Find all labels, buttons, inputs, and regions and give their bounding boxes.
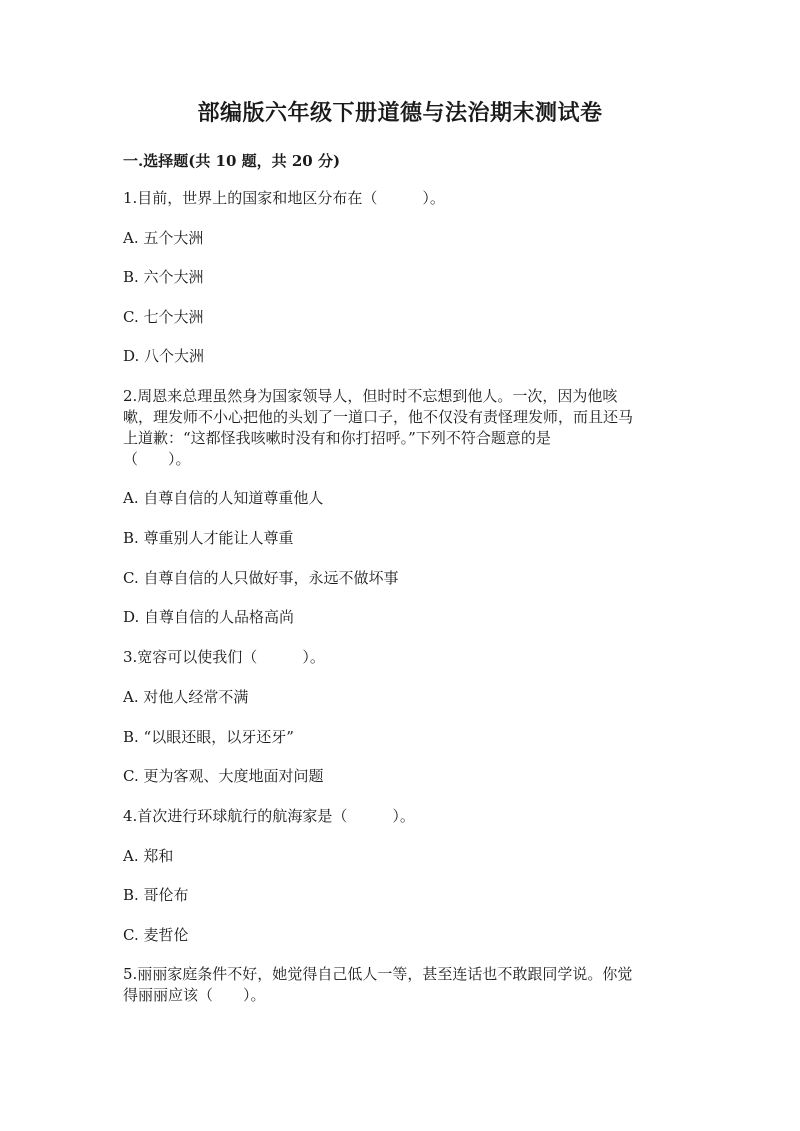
question-2-stem-line: 2.周恩来总理虽然身为国家领导人，但时时不忘想到他人。一次，因为他咳 [123, 387, 618, 405]
question-2-option-c: C. 自尊自信的人只做好事，永远不做坏事 [123, 569, 399, 587]
question-4-option-a: A. 郑和 [123, 847, 174, 865]
question-4-option-b: B. 哥伦布 [123, 886, 189, 904]
question-1-option-a: A. 五个大洲 [123, 229, 204, 247]
question-2-stem [123, 386, 683, 470]
question-3-stem: 3.宽容可以使我们（ ）。 [123, 648, 325, 666]
question-5-stem-line: 得丽丽应该（ ）。 [123, 986, 266, 1004]
question-4-stem: 4.首次进行环球航行的航海家是（ ）。 [123, 807, 415, 825]
question-1-option-d: D. 八个大洲 [123, 347, 205, 365]
question-3-option-a: A. 对他人经常不满 [123, 688, 249, 706]
question-3-option-b: B. “以眼还眼，以牙还牙” [123, 728, 294, 746]
question-2-option-b: B. 尊重别人才能让人尊重 [123, 529, 294, 547]
question-4-option-c: C. 麦哲伦 [123, 926, 189, 944]
question-1-option-b: B. 六个大洲 [123, 268, 204, 286]
question-3-option-c: C. 更为客观、大度地面对问题 [123, 767, 324, 785]
question-2-stem-line: 嗽，理发师不小心把他的头划了一道口子，他不仅没有责怪理发师，而且还马 [123, 408, 634, 426]
question-5-stem [123, 964, 683, 1006]
question-2-stem-line: （ ）。 [123, 450, 191, 468]
section-heading: 一.选择题(共 10 题，共 20 分) [123, 152, 341, 170]
question-2-option-a: A. 自尊自信的人知道尊重他人 [123, 489, 324, 507]
question-5-stem-line: 5.丽丽家庭条件不好，她觉得自己低人一等，甚至连话也不敢跟同学说。你觉 [123, 965, 633, 983]
question-2-option-d: D. 自尊自信的人品格高尚 [123, 608, 295, 626]
question-2-stem-line: 上道歉：“这都怪我咳嗽时没有和你打招呼。”下列不符合题意的是 [123, 429, 551, 447]
question-1-stem: 1.目前，世界上的国家和地区分布在（ ）。 [123, 189, 445, 207]
page-title: 部编版六年级下册道德与法治期末测试卷 [197, 100, 603, 126]
question-1-option-c: C. 七个大洲 [123, 308, 204, 326]
